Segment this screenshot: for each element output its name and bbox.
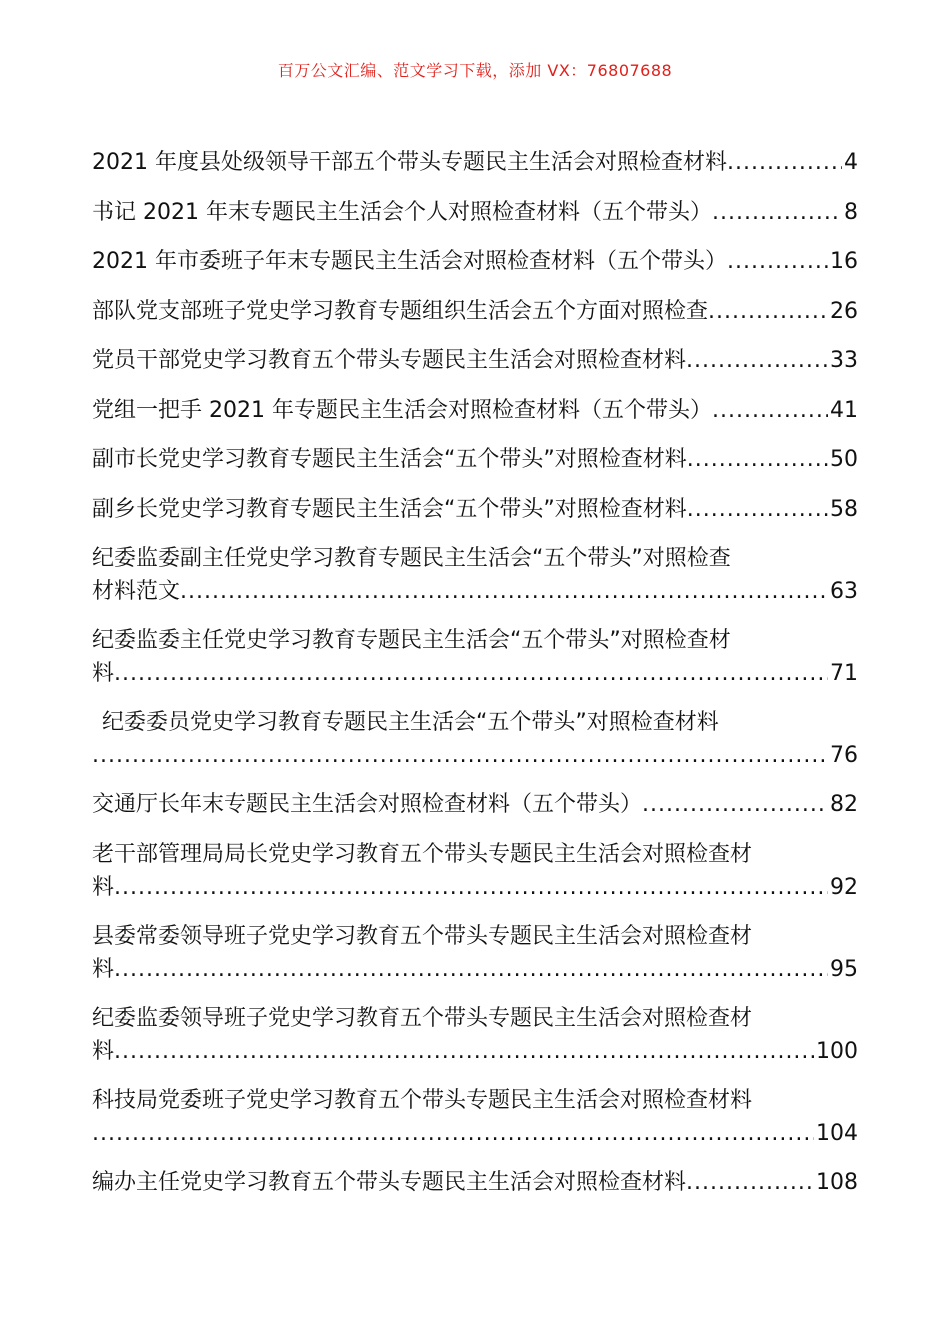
toc-leader-dots	[114, 657, 828, 690]
toc-entry-title-continued: 材料范文	[92, 579, 181, 604]
table-of-contents	[92, 146, 858, 1215]
toc-leader-dots	[727, 146, 842, 179]
toc-leader-dots	[708, 295, 828, 328]
toc-entry-page: 76	[830, 743, 858, 768]
toc-entry-page: 50	[830, 447, 858, 472]
toc-entry-title: 交通厅长年末专题民主生活会对照检查材料（五个带头）	[92, 792, 643, 817]
toc-entry-page: 100	[816, 1038, 858, 1064]
toc-entry-title: 2021 年市委班子年末专题民主生活会对照检查材料（五个带头）	[92, 249, 727, 274]
toc-entry-title: 副市长党史学习教育专题民主生活会“五个带头”对照检查材料	[92, 447, 687, 472]
toc-entry[interactable]	[92, 920, 858, 986]
toc-entry-page: 104	[816, 1120, 858, 1146]
toc-entry-title: 党组一把手 2021 年专题民主生活会对照检查材料（五个带头）	[92, 397, 712, 423]
toc-entry[interactable]	[92, 542, 858, 608]
toc-entry[interactable]	[92, 1002, 858, 1068]
toc-entry-title-continued: 料	[92, 956, 115, 982]
toc-entry[interactable]	[92, 706, 858, 772]
toc-entry-title: 编办主任党史学习教育五个带头专题民主生活会对照检查材料	[92, 1169, 687, 1195]
toc-entry-page: 8	[844, 199, 858, 225]
toc-entry-page: 63	[830, 579, 858, 604]
toc-entry[interactable]	[92, 443, 858, 476]
toc-leader-dots	[92, 739, 828, 772]
toc-entry-page: 95	[830, 956, 858, 982]
toc-entry-page: 4	[844, 150, 858, 175]
toc-entry[interactable]	[92, 344, 858, 377]
toc-entry-title: 纪委委员党史学习教育专题民主生活会“五个带头”对照检查材料	[102, 710, 719, 735]
toc-entry[interactable]	[92, 838, 858, 904]
toc-entry-title: 书记 2021 年末专题民主生活会个人对照检查材料（五个带头）	[92, 199, 712, 225]
toc-entry[interactable]	[92, 196, 858, 229]
page-header-watermark: 百万公文汇编、范文学习下载，添加 VX：76807688	[277, 61, 673, 80]
toc-entry-page: 16	[830, 249, 858, 274]
toc-entry-page: 82	[830, 792, 858, 817]
toc-entry-title-continued: 料	[92, 661, 115, 686]
toc-entry[interactable]	[92, 146, 858, 179]
toc-entry[interactable]	[92, 493, 858, 526]
toc-leader-dots	[712, 196, 842, 229]
toc-leader-dots	[686, 1166, 814, 1199]
toc-leader-dots	[642, 788, 828, 821]
toc-leader-dots	[712, 394, 828, 427]
toc-entry[interactable]	[92, 1166, 858, 1199]
toc-entry-title-continued: 料	[92, 874, 115, 900]
toc-leader-dots	[180, 575, 828, 608]
toc-entry-title-continued: 料	[92, 1038, 115, 1064]
toc-entry-title: 党员干部党史学习教育五个带头专题民主生活会对照检查材料	[92, 348, 687, 373]
toc-entry-page: 92	[830, 874, 858, 900]
toc-entry[interactable]	[92, 295, 858, 328]
toc-entry-title: 副乡长党史学习教育专题民主生活会“五个带头”对照检查材料	[92, 496, 687, 522]
toc-entry-title: 部队党支部班子党史学习教育专题组织生活会五个方面对照检查	[92, 298, 709, 324]
toc-entry-page: 108	[816, 1169, 858, 1195]
toc-leader-dots	[114, 953, 828, 986]
toc-leader-dots	[687, 443, 828, 476]
toc-leader-dots	[92, 1117, 814, 1150]
toc-entry-title: 纪委监委主任党史学习教育专题民主生活会“五个带头”对照检查材	[92, 628, 731, 653]
toc-entry-title: 县委常委领导班子党史学习教育五个带头专题民主生活会对照检查材	[92, 923, 753, 949]
toc-entry[interactable]	[92, 624, 858, 690]
toc-leader-dots	[686, 344, 828, 377]
toc-leader-dots	[114, 1035, 814, 1068]
toc-entry-page: 58	[830, 496, 858, 522]
toc-entry-page: 33	[830, 348, 858, 373]
toc-leader-dots	[687, 493, 828, 526]
toc-entry-title: 科技局党委班子党史学习教育五个带头专题民主生活会对照检查材料	[92, 1087, 753, 1113]
toc-entry[interactable]	[92, 245, 858, 278]
toc-entry-page: 71	[830, 661, 858, 686]
toc-entry[interactable]	[92, 1084, 858, 1150]
toc-entry-title: 纪委监委领导班子党史学习教育五个带头专题民主生活会对照检查材	[92, 1005, 753, 1031]
toc-entry-page: 26	[830, 298, 858, 324]
toc-entry[interactable]	[92, 394, 858, 427]
toc-entry-page: 41	[830, 397, 858, 423]
toc-entry-title: 2021 年度县处级领导干部五个带头专题民主生活会对照检查材料	[92, 150, 727, 175]
toc-leader-dots	[727, 245, 828, 278]
toc-entry-title: 纪委监委副主任党史学习教育专题民主生活会“五个带头”对照检查	[92, 546, 731, 571]
toc-leader-dots	[114, 871, 828, 904]
toc-entry-title: 老干部管理局局长党史学习教育五个带头专题民主生活会对照检查材	[92, 841, 753, 867]
toc-entry[interactable]	[92, 788, 858, 821]
